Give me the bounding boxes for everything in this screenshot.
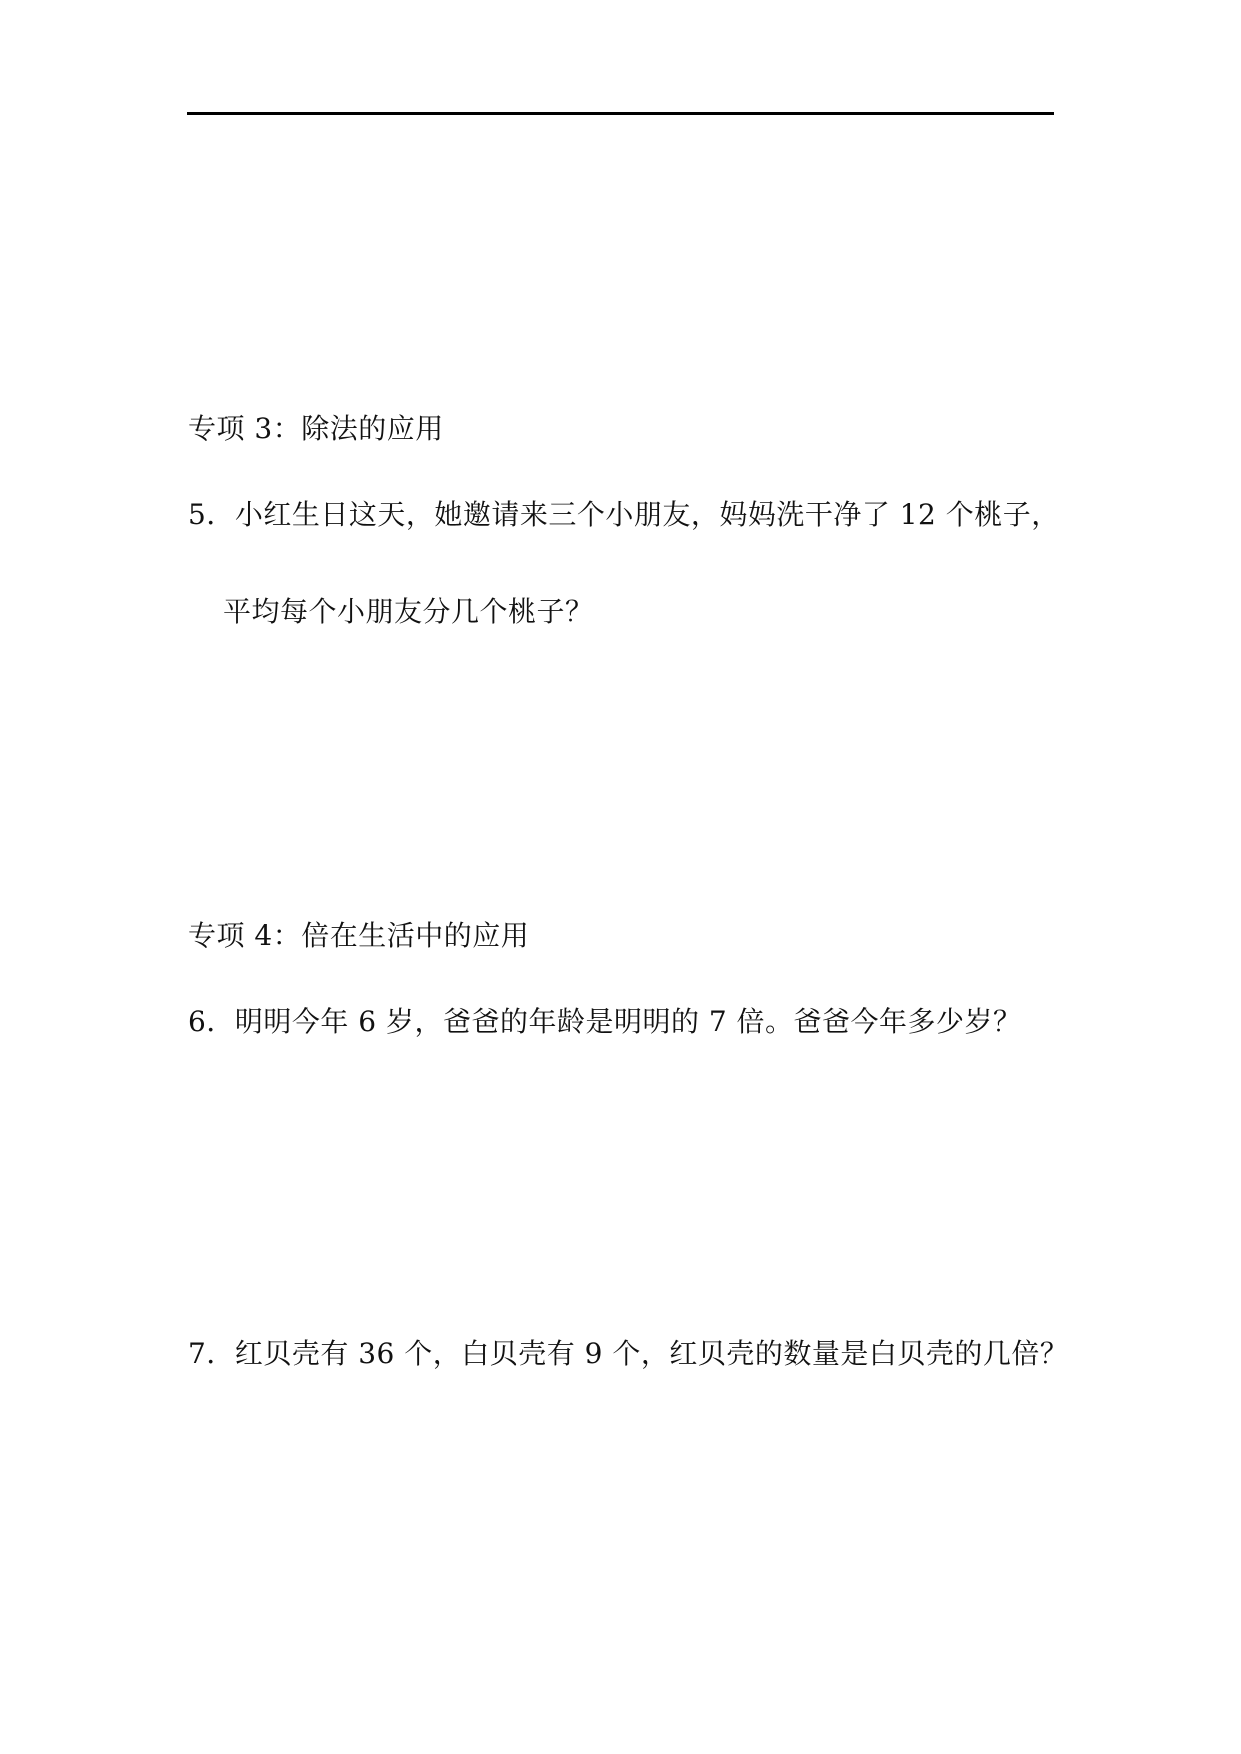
header-rule xyxy=(187,112,1054,115)
question-7 xyxy=(188,1336,1068,1372)
question-number: 6． xyxy=(188,1005,235,1038)
question-number: 5． xyxy=(188,498,235,531)
question-text: 明明今年 6 岁，爸爸的年龄是明明的 7 倍。爸爸今年多少岁？ xyxy=(234,1005,1022,1038)
question-5-continuation: 平均每个小朋友分几个桃子？ xyxy=(223,595,594,628)
section-title-4: 专项 4：倍在生活中的应用 xyxy=(188,919,530,952)
question-text-line-1: 小红生日这天，她邀请来三个小朋友，妈妈洗干净了 12 个桃子， xyxy=(234,498,1060,531)
question-number: 7． xyxy=(188,1337,235,1370)
question-text: 红贝壳有 36 个，白贝壳有 9 个，红贝壳的数量是白贝壳的几倍？ xyxy=(234,1337,1069,1370)
question-5 xyxy=(188,497,1060,533)
question-6 xyxy=(188,1004,1022,1040)
section-title-3: 专项 3：除法的应用 xyxy=(188,412,444,445)
